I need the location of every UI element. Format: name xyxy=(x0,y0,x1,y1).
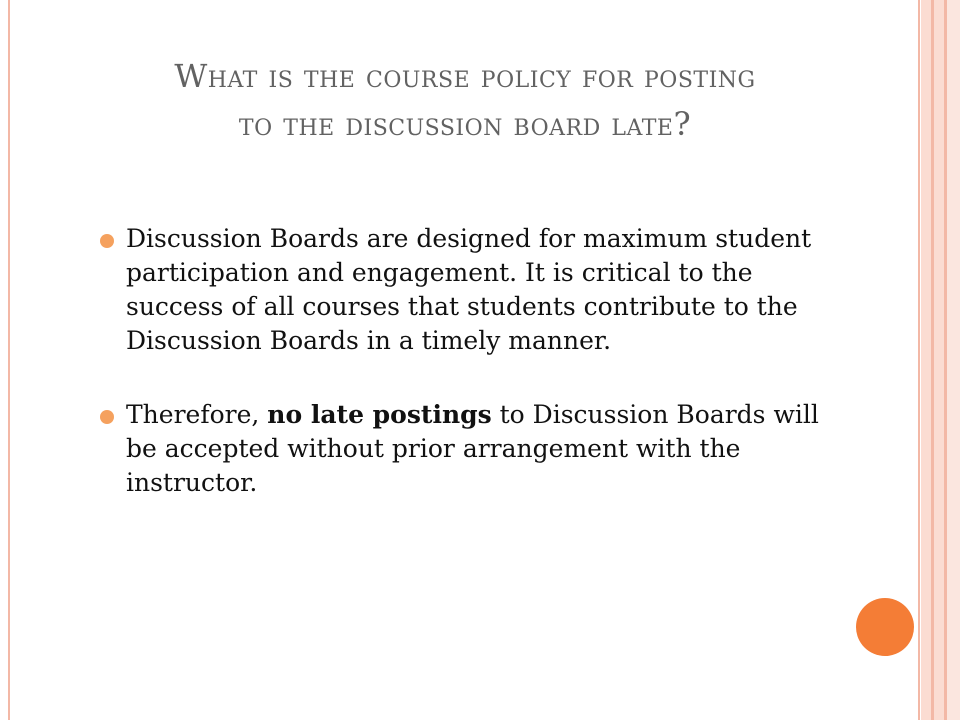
edge-stripe xyxy=(947,0,960,720)
bullet-dot-icon xyxy=(100,234,114,248)
bullet-item xyxy=(100,222,820,358)
bullet-text-before: Therefore, xyxy=(126,400,268,429)
edge-stripe xyxy=(921,0,931,720)
bullet-text-emphasis: no late postings xyxy=(267,400,492,429)
slide-body xyxy=(100,222,820,540)
bullet-text-after: to Discussion Boards will be accepted without prior arrangement with the instructor. xyxy=(126,400,819,497)
slide-title xyxy=(60,52,870,148)
bullet-item xyxy=(100,398,820,500)
title-line-1: What is the course policy for posting xyxy=(174,57,756,95)
edge-stripe xyxy=(934,0,944,720)
bullet-dot-icon xyxy=(100,410,114,424)
bullet-text: Discussion Boards are designed for maximum student participation and engagement. It is critical to the success of all courses that students contribute to the Discussion Boards in a timely manner. xyxy=(126,224,812,355)
decorative-circle-icon xyxy=(856,598,914,656)
title-line-2: to the discussion board late? xyxy=(238,105,692,143)
